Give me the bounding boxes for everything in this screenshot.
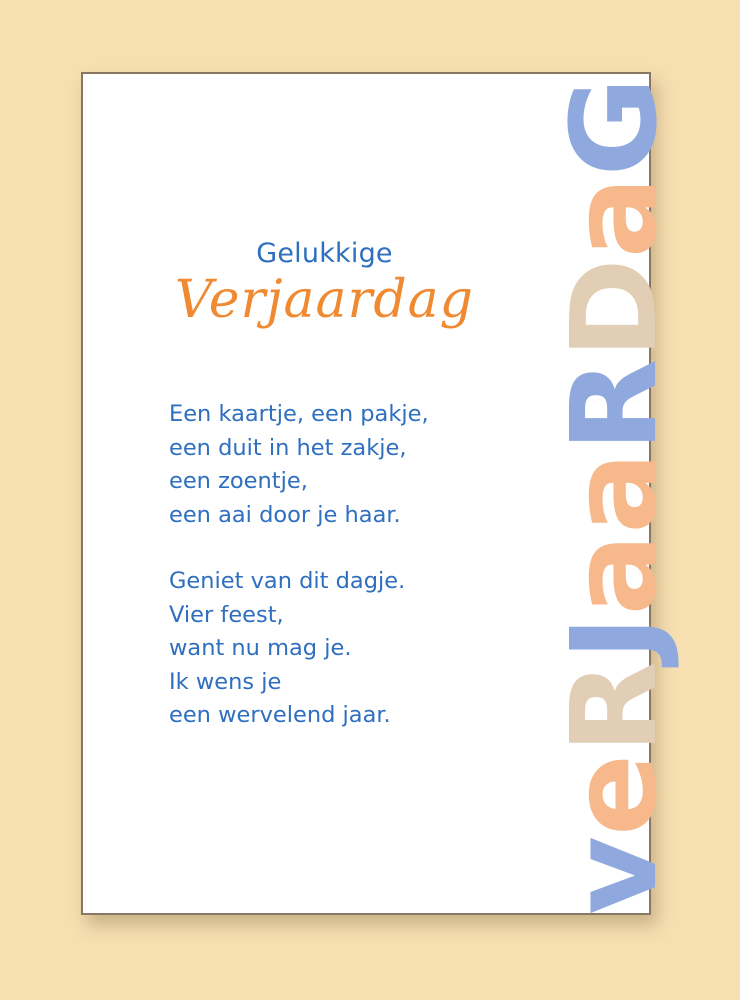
vertical-word-letter: J (545, 616, 683, 661)
poem-stanza-2 (169, 565, 549, 733)
poem-line: een wervelend jaar. (169, 702, 391, 728)
vertical-verjaardag-word (545, 74, 683, 917)
vertical-word-letter: a (545, 535, 683, 616)
poem-line: een aai door je haar. (169, 501, 401, 528)
poem-line: Ik wens je (169, 668, 282, 695)
greeting-script: Verjaardag (175, 270, 474, 330)
birthday-card (81, 72, 683, 915)
vertical-word-letter: G (545, 79, 683, 177)
vertical-word-letter: e (545, 756, 683, 837)
vertical-word-letter: D (545, 260, 683, 359)
vertical-word-letter: v (545, 838, 683, 915)
greeting-top: Gelukkige (256, 238, 393, 269)
vertical-word-letter: a (545, 454, 683, 534)
poem (169, 398, 549, 766)
vertical-word-graphic (545, 74, 683, 917)
poem-line: een zoentje, (169, 468, 308, 494)
vertical-word-letter: R (545, 361, 683, 453)
poem-line: Vier feest, (169, 601, 284, 628)
vertical-word-letter: a (545, 178, 683, 259)
poem-line: want nu mag je. (169, 635, 352, 661)
poem-stanza-1 (169, 398, 549, 532)
poem-line: een duit in het zakje, (169, 434, 407, 461)
poem-line: Een kaartje, een pakje, (169, 401, 429, 427)
vertical-word-group (545, 77, 683, 915)
vertical-word-letter: R (545, 663, 683, 754)
vertical-word-text (545, 77, 683, 915)
poem-line: Geniet van dit dagje. (169, 568, 406, 594)
